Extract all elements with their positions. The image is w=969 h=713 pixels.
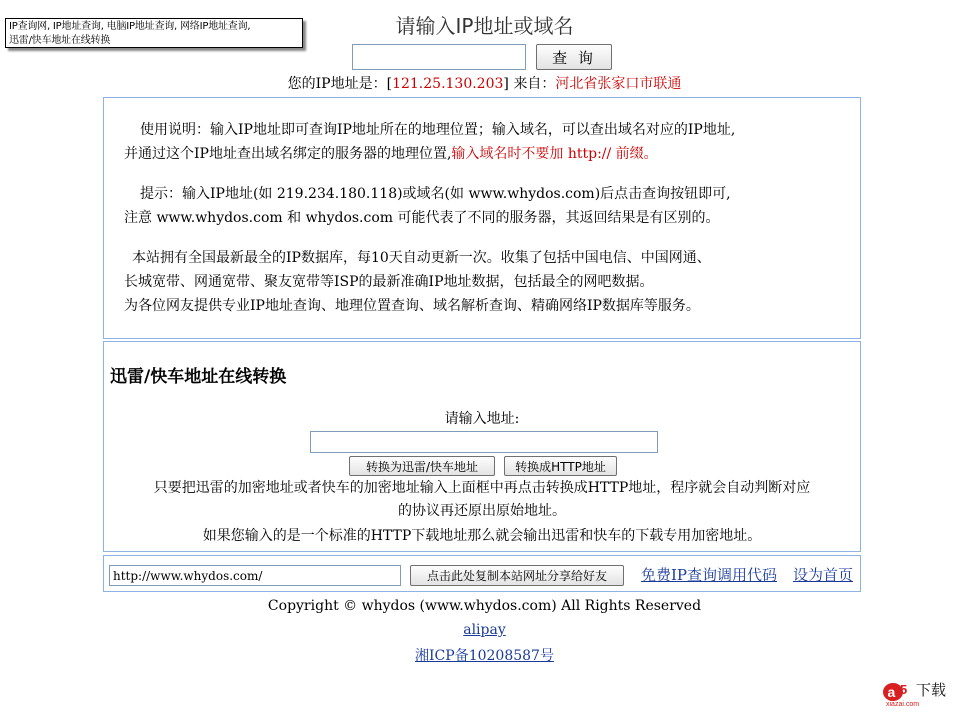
watermark-text: 下载 xyxy=(916,681,947,699)
query-button[interactable]: 查 询 xyxy=(536,44,612,70)
alipay-link[interactable]: alipay xyxy=(463,622,506,638)
page-title: 请输入IP地址或域名 xyxy=(395,14,574,38)
converter-desc: 如果您输入的是一个标准的HTTP下载地址那么就会输出迅雷和快车的下载专用加密地址。 xyxy=(202,528,762,544)
about-text: 本站拥有全国最新最全的IP数据库，每10天自动更新一次。收集了包括中国电信、中国网通、 xyxy=(132,250,711,266)
logo-letter: a xyxy=(887,684,896,700)
ip-prefix: 您的IP地址是：[ xyxy=(287,76,393,92)
tip-text: 注意 www.whydos.com 和 whydos.com 可能代表了不同的服务器，其返回结果是有区别的。 xyxy=(124,210,720,226)
a5-download-logo xyxy=(880,678,960,708)
visitor-location: 河北省张家口市联通 xyxy=(555,76,682,92)
prefix-warning: 输入域名时不要加 http:// 前缀。 xyxy=(451,146,658,162)
converter-heading: 迅雷/快车地址在线转换 xyxy=(110,367,287,387)
visitor-ip-info xyxy=(0,73,969,93)
instructions-panel xyxy=(103,97,861,339)
converter-desc: 的协议再还原出原始地址。 xyxy=(398,503,566,519)
tooltip-line-2: 迅雷/快车地址在线转换 xyxy=(9,35,111,46)
ip-mid: ] 来自： xyxy=(503,76,556,92)
icp-link[interactable]: 湘ICP备10208587号 xyxy=(415,648,554,664)
instruction-text: 使用说明：输入IP地址即可查询IP地址所在的地理位置；输入域名，可以查出域名对应的IP地址, xyxy=(140,122,736,138)
ip-search-input[interactable] xyxy=(352,44,526,70)
copy-url-button[interactable]: 点击此处复制本站网址分享给好友 xyxy=(410,565,624,586)
converter-desc: 只要把迅雷的加密地址或者快车的加密地址输入上面框中再点击转换成HTTP地址，程序就会自动判断对应 xyxy=(153,480,811,496)
api-code-link[interactable]: 免费IP查询调用代码 xyxy=(641,566,778,584)
instruction-text: 并通过这个IP地址查出域名绑定的服务器的地理位置,输入域名时不要加 http:// 前缀。 xyxy=(124,146,658,162)
tooltip-line-1: IP查询网, IP地址查询, 电脑IP地址查询, 网络IP地址查询, xyxy=(9,21,251,32)
converter-label: 请输入地址: xyxy=(444,411,520,427)
tip-text: 提示：输入IP地址(如 219.234.180.118)或域名(如 www.whydos.com)后点击查询按钮即可, xyxy=(140,186,731,202)
about-text: 长城宽带、网通宽带、聚友宽带等ISP的最新准确IP地址数据，包括最全的网吧数据。 xyxy=(124,274,654,290)
site-url-field[interactable] xyxy=(109,565,401,586)
convert-to-thunder-button[interactable]: 转换为迅雷/快车地址 xyxy=(349,456,495,476)
visitor-ip: 121.25.130.203 xyxy=(392,76,504,92)
converter-panel xyxy=(103,341,861,552)
share-panel xyxy=(103,555,861,592)
copyright-text: Copyright © whydos (www.whydos.com) All Rights Reserved xyxy=(267,598,702,614)
convert-to-http-button[interactable]: 转换成HTTP地址 xyxy=(504,456,617,476)
about-text: 为各位网友提供专业IP地址查询、地理位置查询、域名解析查询、精确网络IP数据库等服务。 xyxy=(124,298,700,314)
logo-digit: 5 xyxy=(900,682,908,697)
watermark-subtext: xiazai.com xyxy=(886,701,920,708)
converter-url-input[interactable] xyxy=(310,431,658,453)
set-homepage-link[interactable]: 设为首页 xyxy=(793,566,854,584)
